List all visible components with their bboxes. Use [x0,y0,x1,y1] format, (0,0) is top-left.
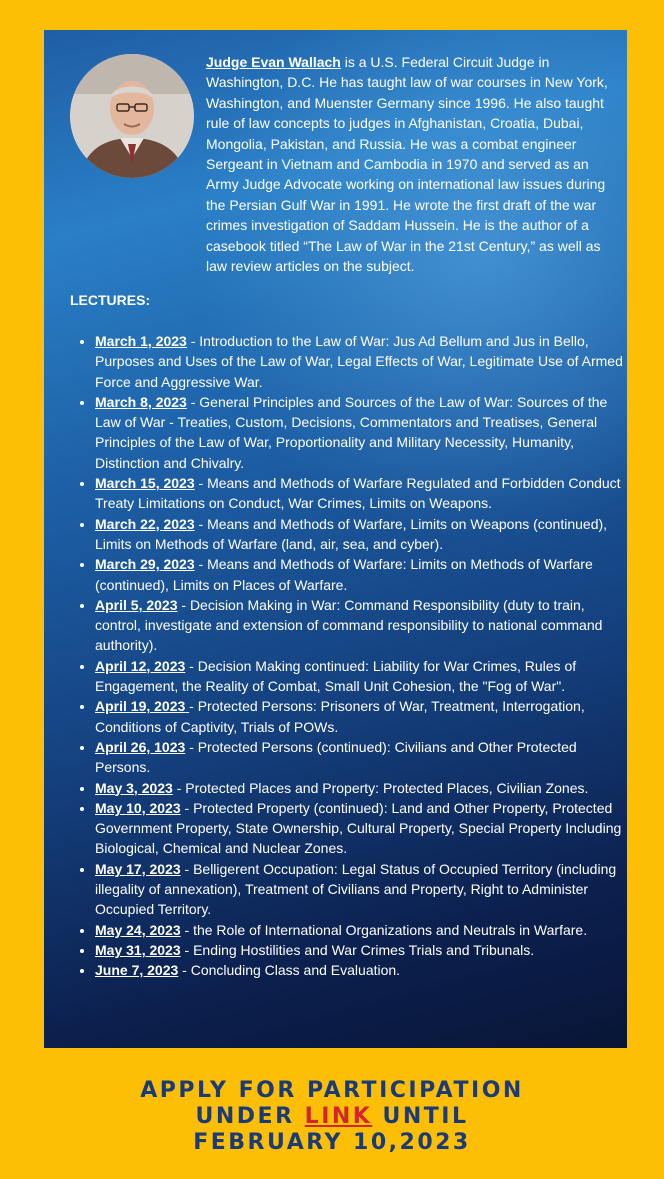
lectures-heading: LECTURES: [70,292,151,308]
lecture-description: - Introduction to the Law of War: Jus Ad Bellum and Jus in Bello, Purposes and Uses of the Law of War, Legal Effects of War, Legitimate Use of Armed Force and Aggressive War. [95,333,623,390]
lecture-list [70,331,630,981]
lecture-item [95,595,630,656]
lecture-item [95,778,630,798]
lecture-item [95,960,630,980]
lecture-item [95,554,630,595]
lecture-date: March 22, 2023 [95,515,195,532]
lecture-description: - the Role of International Organizations and Neutrals in Warfare. [180,921,588,938]
speaker-bio [206,52,611,276]
lecture-item [95,696,630,737]
lecture-description: - Decision Making continued: Liability for War Crimes, Rules of Engagement, the Reality of Combat, Small Unit Cohesion, the "Fog of War". [95,657,577,695]
lecture-date: May 3, 2023 [95,779,173,796]
lecture-description: - Means and Methods of Warfare Regulated and Forbidden Conduct Treaty Limitations on Conduct, War Crimes, Limits on Weapons. [95,475,621,512]
lecture-description: - Means and Methods of Warfare, Limits on Weapons (continued), Limits on Methods of Warfare (land, air, sea, and cyber). [95,515,608,552]
lecture-date: May 24, 2023 [95,921,181,938]
lecture-item [95,392,630,473]
lecture-description: - Protected Places and Property: Protected Places, Civilian Zones. [172,779,589,796]
cta-line-3: FEBRUARY 10,2023 [193,1130,471,1155]
cta-line-2-suffix: UNTIL [372,1104,469,1129]
lecture-description: - Decision Making in War: Command Responsibility (duty to train, control, investigate and extension of command responsibility to national command authority). [95,596,603,654]
apply-link[interactable]: LINK [304,1104,373,1129]
lecture-item [95,656,630,697]
lecture-description: - Belligerent Occupation: Legal Status of Occupied Territory (including illegality of annexation), Treatment of Civilians and Property, Right to Administer Occupied Territory. [95,860,617,918]
lecture-description: - Protected Persons (continued): Civilians and Other Protected Persons. [95,738,577,776]
lecture-date: April 5, 2023 [95,596,178,613]
lecture-description: - General Principles and Sources of the Law of War: Sources of the Law of War - Treaties, Custom, Decisions, Commentators and Treatises, General Principles of the Law of War, Proportionality and Military Necessity, Humanity, Distinction and Chivalry. [95,393,608,471]
cta-line-2-prefix: UNDER [195,1104,305,1129]
lecture-date: April 26, 1023 [95,738,186,755]
lecture-item [95,737,630,778]
lecture-description: - Protected Property (continued): Land and Other Property, Protected Government Property, State Ownership, Cultural Property, Special Property Including Biological, Chemical and Nuclear Zones. [95,799,622,857]
speaker-bio-text: is a U.S. Federal Circuit Judge in Washington, D.C. He has taught law of war courses in New York, Washington, and Muenster Germany since 1996. He also taught rule of law concepts to judges in Afghanistan, Croatia, Dubai, Mongolia, Pakistan, and Russia. He was a combat engineer Sergeant in Vietnam and Cambodia in 1970 and served as an Army Judge Advocate working on international law issues during the Persian Gulf War in 1991. He wrote the first draft of the war crimes investigation of Saddam Hussein. He is the author of a casebook titled “The Law of War in the 21st Century,” as well as law review articles on the subject. [206,54,608,275]
lecture-date: May 31, 2023 [95,941,181,958]
lecture-item [95,331,630,392]
lecture-item [95,859,630,920]
lecture-item [95,514,630,555]
lecture-date: April 19, 2023 [95,698,190,715]
lecture-description: - Protected Persons: Prisoners of War, Treatment, Interrogation, Conditions of Captivity, Trials of POWs. [95,698,585,735]
lecture-description: - Means and Methods of Warfare: Limits on Methods of Warfare (continued), Limits on Places of Warfare. [95,556,593,593]
portrait-image [70,54,194,178]
lecture-date: March 8, 2023 [95,393,187,410]
lecture-item [95,798,630,859]
apply-call-to-action [0,1078,664,1156]
cta-line-1: APPLY FOR PARTICIPATION [140,1078,524,1103]
lecture-date: June 7, 2023 [95,962,179,979]
lecture-description: - Ending Hostilities and War Crimes Trials and Tribunals. [180,941,535,958]
lecture-date: March 29, 2023 [95,556,195,573]
lecture-date: March 1, 2023 [95,333,187,349]
lecture-date: May 17, 2023 [95,860,181,877]
cta-line-2 [0,1104,664,1130]
lecture-date: May 10, 2023 [95,799,181,816]
speaker-panel [44,30,627,1048]
lecture-description: - Concluding Class and Evaluation. [178,962,401,979]
lecture-item [95,920,630,940]
speaker-name: Judge Evan Wallach [206,54,341,70]
lecture-date: April 12, 2023 [95,657,186,674]
lecture-item [95,940,630,960]
lecture-item [95,473,630,514]
lecture-date: March 15, 2023 [95,475,195,492]
speaker-photo [70,54,194,178]
